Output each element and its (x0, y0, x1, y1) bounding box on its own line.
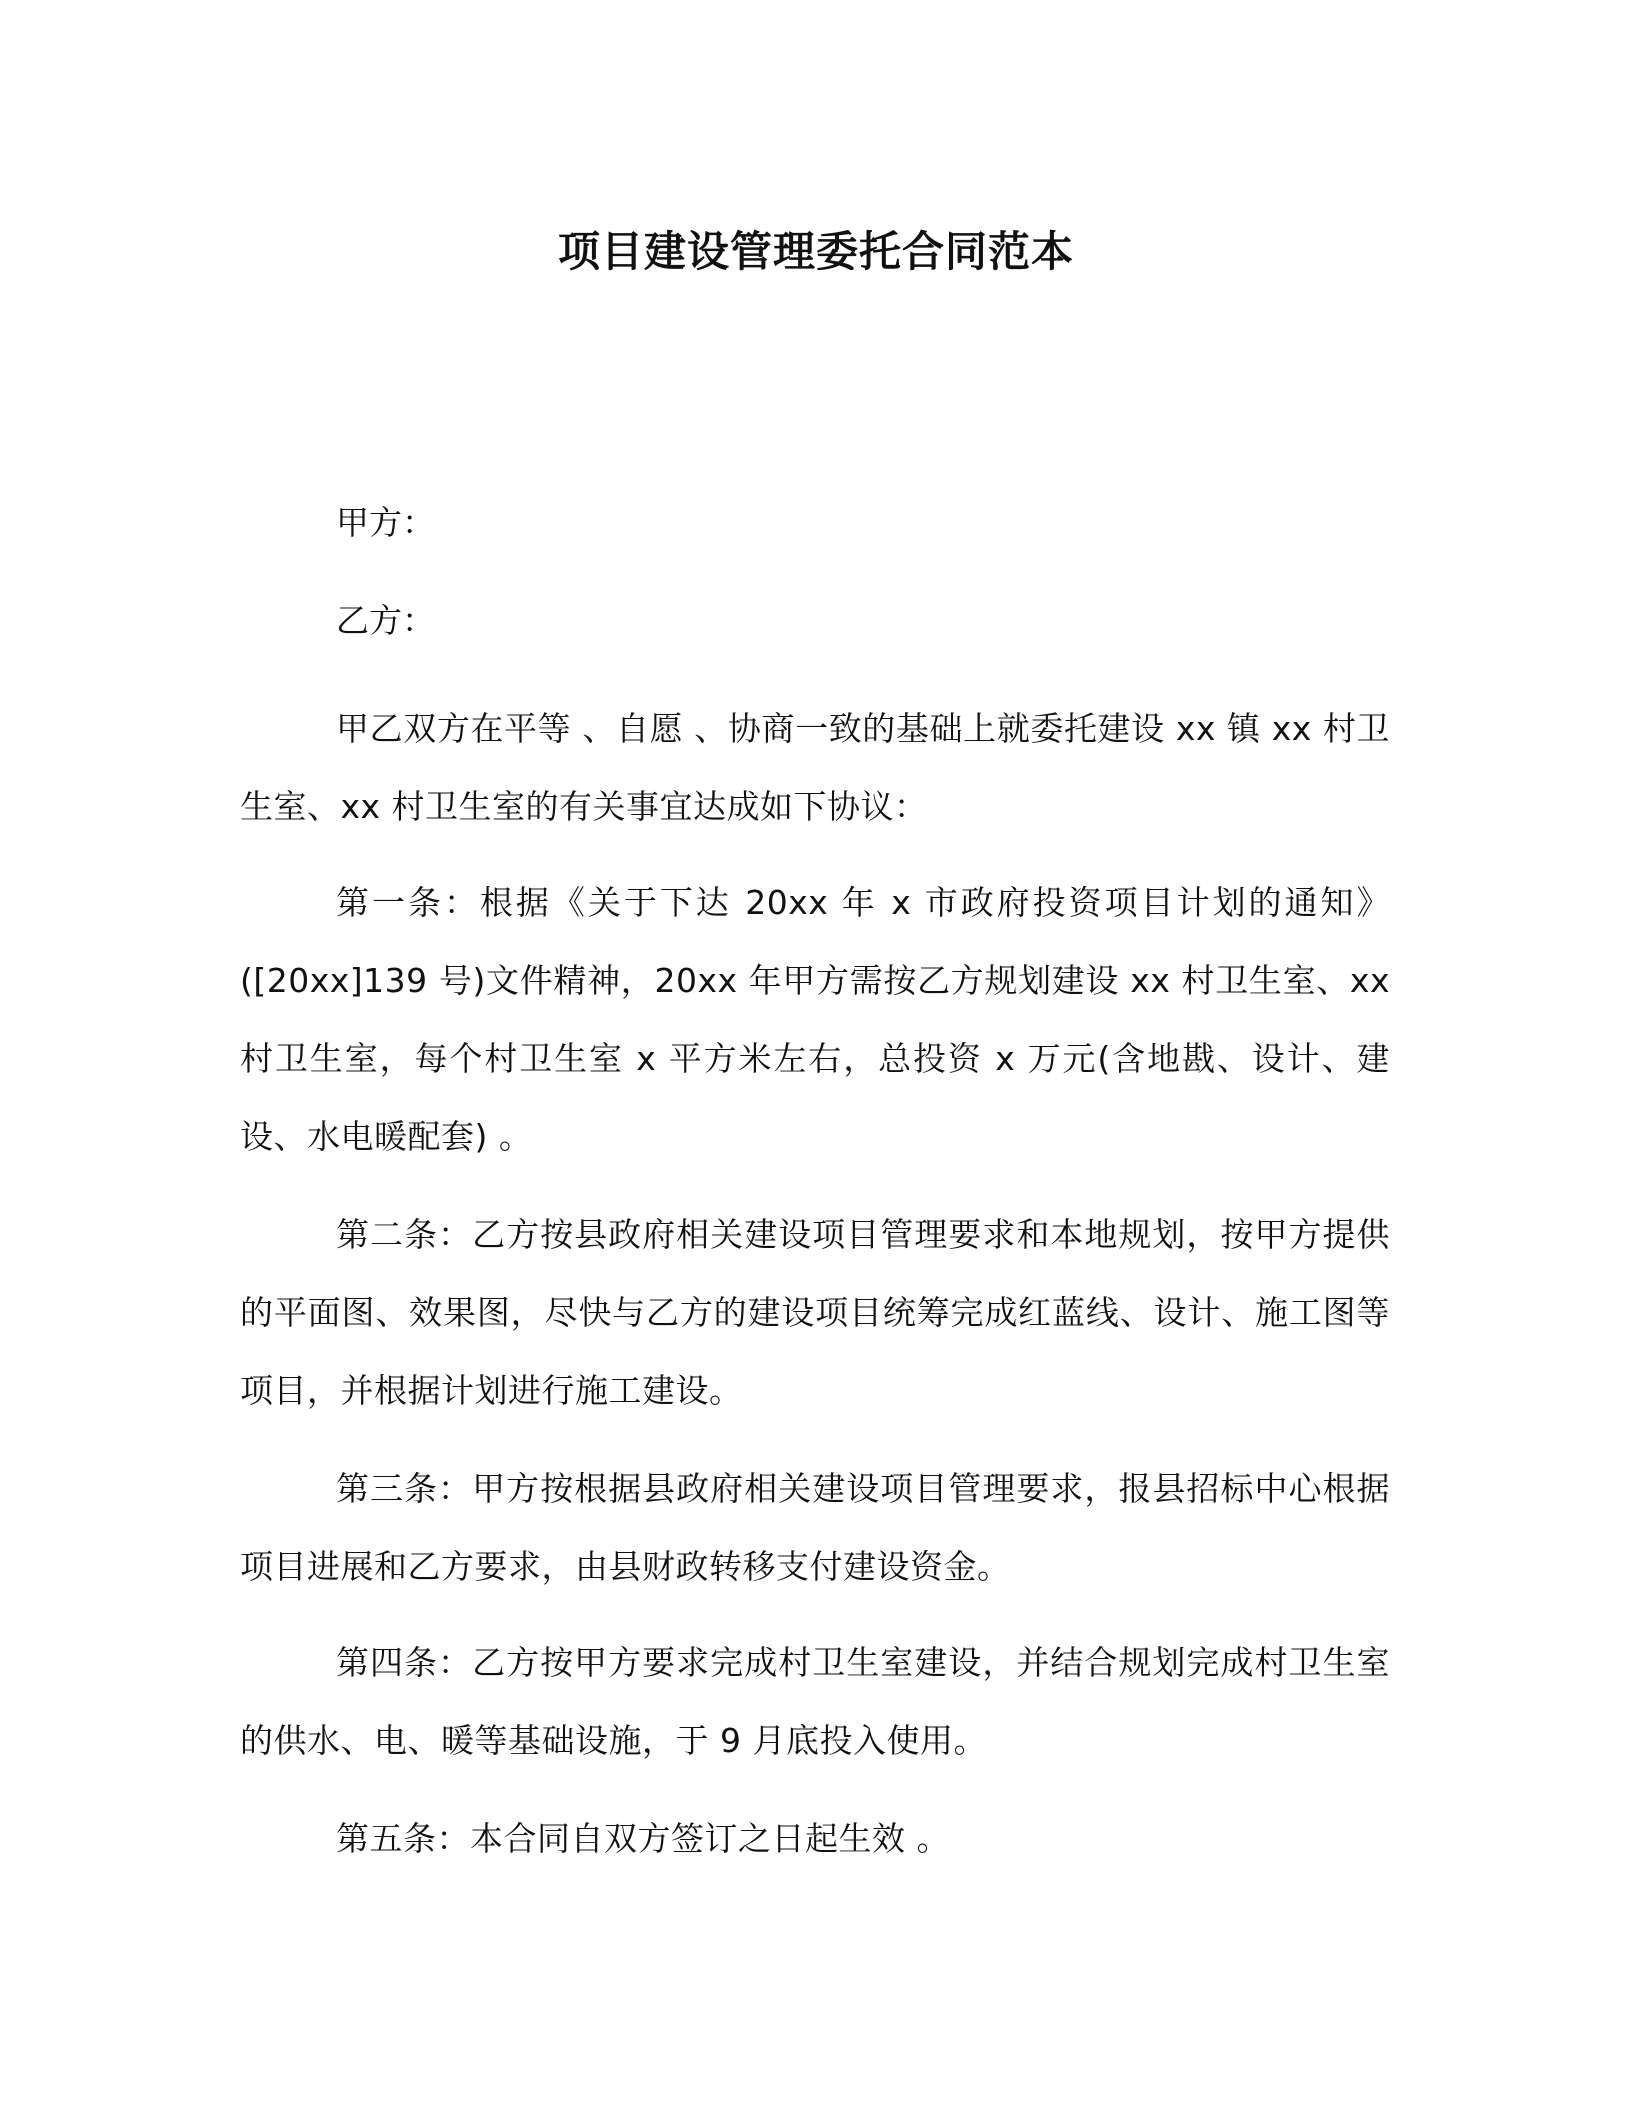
article-2: 第二条：乙方按县政府相关建设项目管理要求和本地规划，按甲方提供的平面图、效果图，尽快与乙方的建设项目统筹完成红蓝线、设计、施工图等项目，并根据计划进行施工建设。 (240, 1215, 1390, 1410)
article-5: 第五条：本合同自双方签订之日起生效 。 (336, 1819, 950, 1858)
article-4: 第四条：乙方按甲方要求完成村卫生室建设，并结合规划完成村卫生室的供水、电、暖等基础设施，于 9 月底投入使用。 (240, 1643, 1390, 1760)
article-1: 第一条：根据《关于下达 20xx 年 x 市政府投资项目计划的通知》([20xx]139 号)文件精神，20xx 年甲方需按乙方规划建设 xx 村卫生室、xx 村卫生室，每个村卫生室 x 平方米左右，总投资 x 万元(含地戡、设计、建设、水电暖配套) 。 (240, 883, 1390, 1156)
party-a-label: 甲方： (336, 503, 435, 542)
document-title: 项目建设管理委托合同范本 (557, 227, 1074, 276)
article-3: 第三条：甲方按根据县政府相关建设项目管理要求，报县招标中心根据项目进展和乙方要求，由县财政转移支付建设资金。 (240, 1469, 1390, 1586)
preamble-paragraph: 甲乙双方在平等 、自愿 、协商一致的基础上就委托建设 xx 镇 xx 村卫生室、xx 村卫生室的有关事宜达成如下协议： (240, 709, 1390, 826)
party-b-label: 乙方： (336, 601, 435, 640)
